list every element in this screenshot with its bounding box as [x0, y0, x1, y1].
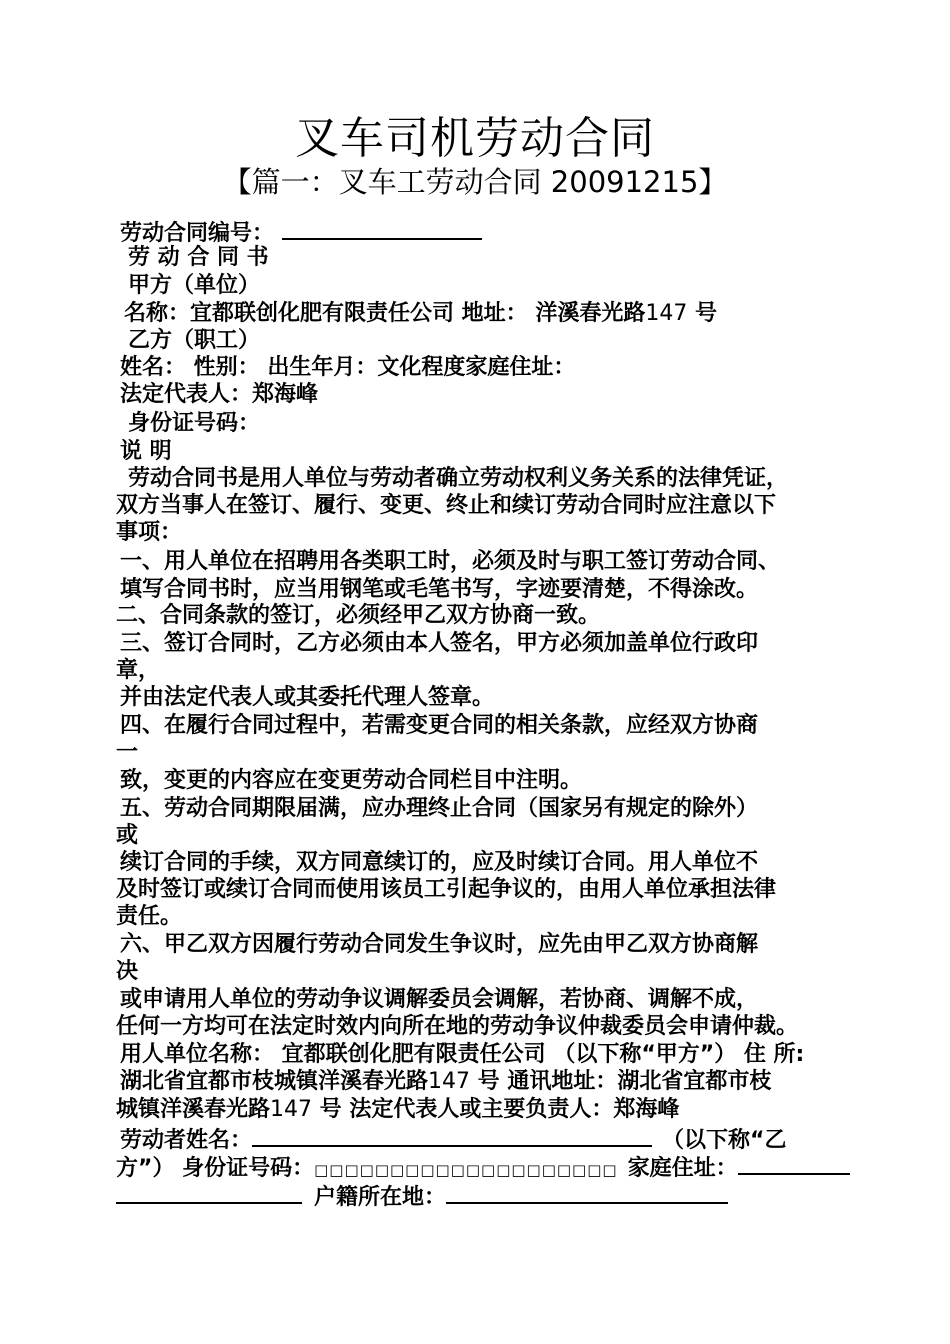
- household-label: 户籍所在地：: [314, 1185, 447, 1210]
- party-a-name-text: 名称：宜都联创化肥有限责任公司 地址： 洋溪春光路: [124, 301, 646, 326]
- party-b-label: 乙方（职工）: [128, 328, 261, 353]
- notes-intro-2: 双方当事人在签订、履行、变更、终止和续订劳动合同时应注意以下: [116, 493, 777, 518]
- home-address-blank-continued: [116, 1182, 302, 1204]
- note-item-4a: 四、在履行合同过程中，若需变更合同的相关条款，应经双方协商: [120, 713, 759, 738]
- worker-name-suffix: （以下称“乙: [662, 1128, 787, 1153]
- notes-intro-3: 事项：: [116, 520, 183, 545]
- note-item-4c: 致，变更的内容应在变更劳动合同栏目中注明。: [120, 768, 583, 793]
- note-item-2: 二、合同条款的签订，必须经甲乙双方协商一致。: [116, 603, 601, 628]
- employer-address-text-a2: 号 通讯地址：湖北省宜都市枝: [470, 1069, 772, 1094]
- contract-number-blank: [282, 218, 482, 240]
- party-a-address-number: 147: [645, 301, 688, 326]
- note-item-3c: 并由法定代表人或其委托代理人签章。: [120, 685, 495, 710]
- party-a-label: 甲方（单位）: [128, 273, 261, 298]
- employer-address-text-a: 湖北省宜都市枝城镇洋溪春光路: [120, 1069, 429, 1094]
- worker-name-line: [120, 1125, 786, 1155]
- note-item-6b: 决: [116, 959, 139, 984]
- employer-address-line-b: [116, 1096, 679, 1124]
- worker-name-label: 劳动者姓名：: [120, 1128, 253, 1153]
- note-item-6a: 六、甲乙双方因履行劳动合同发生争议时，应先由甲乙双方协商解: [120, 932, 759, 957]
- note-item-5e: 责任。: [116, 904, 183, 929]
- note-item-3a: 三、签订合同时，乙方必须由本人签名，甲方必须加盖单位行政印: [120, 631, 759, 656]
- book-title: 劳 动 合 同 书: [128, 245, 269, 270]
- household-line: [116, 1182, 728, 1212]
- note-item-6d: 任何一方均可在法定时效内向所在地的劳动争议仲裁委员会申请仲裁。: [116, 1014, 799, 1039]
- worker-id-prefix: 方”） 身份证号码：: [116, 1156, 315, 1181]
- note-item-5d: 及时签订或续订合同而使用该员工引起争议的，由用人单位承担法律: [116, 877, 777, 902]
- home-address-label: 家庭住址：: [627, 1156, 738, 1181]
- worker-name-blank: [252, 1125, 652, 1147]
- document-title: 叉车司机劳动合同: [295, 113, 655, 164]
- note-item-5a: 五、劳动合同期限届满，应办理终止合同（国家另有规定的除外）: [120, 796, 759, 821]
- id-number-label: 身份证号码：: [128, 411, 261, 436]
- note-item-5c: 续订合同的手续，双方同意续订的，应及时续订合同。用人单位不: [120, 850, 759, 875]
- legal-representative: 法定代表人：郑海峰: [120, 382, 319, 407]
- household-blank: [446, 1182, 728, 1204]
- employer-address-number-a: 147: [428, 1069, 471, 1094]
- notes-intro-1: 劳动合同书是用人单位与劳动者确立劳动权利义务关系的法律凭证，: [128, 466, 789, 491]
- note-item-1a: 一、用人单位在招聘用各类职工时，必须及时与职工签订劳动合同、: [120, 549, 781, 574]
- notes-title: 说 明: [120, 439, 172, 464]
- note-item-3b: 章，: [116, 658, 161, 683]
- home-address-blank: [738, 1153, 850, 1175]
- note-item-5b: 或: [116, 823, 139, 848]
- employer-address-text-b2: 号 法定代表人或主要负责人：郑海峰: [312, 1097, 680, 1122]
- document-subtitle: 【篇一：叉车工劳动合同 20091215】: [222, 165, 728, 199]
- party-a-address-suffix: 号: [687, 301, 717, 326]
- note-item-1b: 填写合同书时，应当用钢笔或毛笔书写，字迹要清楚，不得涂改。: [120, 577, 759, 602]
- worker-id-line: [116, 1153, 850, 1184]
- party-b-fields: 姓名： 性别： 出生年月：文化程度家庭住址：: [120, 355, 576, 380]
- employer-line: 用人单位名称： 宜都联创化肥有限责任公司 （以下称“甲方”） 住 所:: [120, 1042, 805, 1067]
- note-item-6c: 或申请用人单位的劳动争议调解委员会调解，若协商、调解不成，: [120, 987, 759, 1012]
- contract-number-label: 劳动合同编号：: [120, 221, 275, 246]
- party-a-name-line: [124, 300, 717, 328]
- employer-address-text-b: 城镇洋溪春光路: [116, 1097, 271, 1122]
- employer-address-line-a: [120, 1068, 771, 1096]
- id-number-boxes: □□□□□□□□□□□□□□□□□□□□: [314, 1161, 618, 1179]
- note-item-4b: 一: [116, 740, 139, 765]
- employer-address-number-b: 147: [270, 1097, 313, 1122]
